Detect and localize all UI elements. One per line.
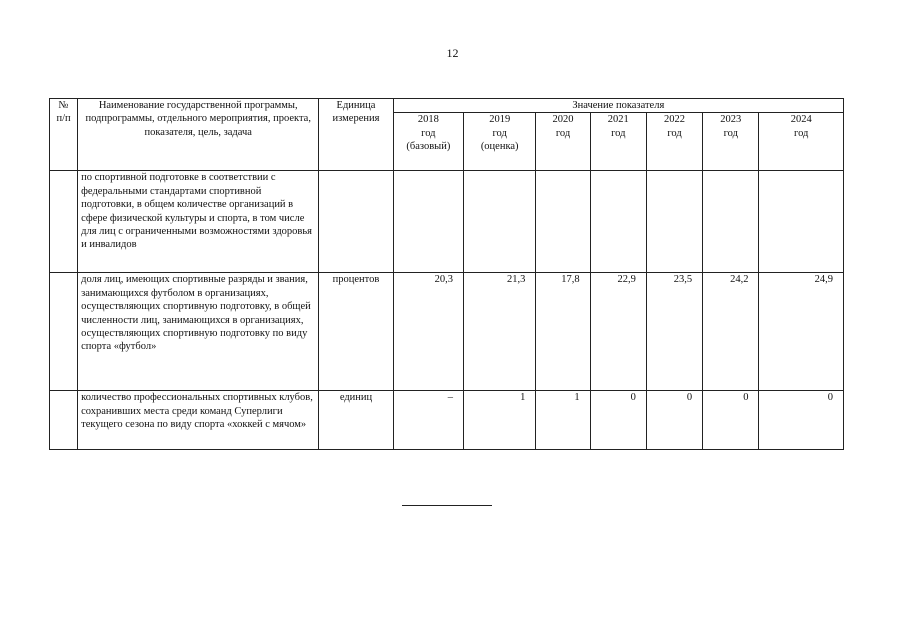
row-unit <box>319 171 393 273</box>
table-row <box>50 273 844 391</box>
header-row-1 <box>50 99 844 113</box>
row-value-2020: 17,8 <box>536 273 590 391</box>
header-year-2018: 2018 год (базовый) <box>393 113 463 171</box>
table-row <box>50 391 844 450</box>
row-name: по спортивной подготовке в соответствии с федеральными стандартами спортивной подготовки, в общем количестве организаций в сфере физической культуры и спорта, в том числе для лиц с ограниченными возможностями здоровья и инвалидов <box>78 171 319 273</box>
header-name: Наименование государственной программы, подпрограммы, отдельного мероприятия, проекта, показателя, цель, задача <box>78 99 319 171</box>
indicator-table <box>49 98 844 450</box>
row-value-2020: 1 <box>536 391 590 450</box>
header-year-2024: 2024 год <box>759 113 844 171</box>
page-number: 12 <box>446 46 459 60</box>
header-year-2019: 2019 год (оценка) <box>464 113 536 171</box>
header-year-2021: 2021 год <box>590 113 646 171</box>
header-year-2023: 2023 год <box>703 113 759 171</box>
header-unit: Единица измерения <box>319 99 393 171</box>
row-value-2024 <box>759 171 844 273</box>
row-value-2021 <box>590 171 646 273</box>
row-num <box>50 391 78 450</box>
row-name: доля лиц, имеющих спортивные разряды и звания, занимающихся футболом в организациях, осуществляющих спортивную подготовку, в общей численности лиц, занимающихся в организациях, осуществляющих спортивную подготовку по виду спорта «футбол» <box>78 273 319 391</box>
row-value-2018: 20,3 <box>393 273 463 391</box>
row-value-2023: 24,2 <box>703 273 759 391</box>
row-value-2021: 22,9 <box>590 273 646 391</box>
row-name: количество профессиональных спортивных клубов, сохранивших места среди команд Суперлиги текущего сезона по виду спорта «хоккей с мячом» <box>78 391 319 450</box>
row-value-2023 <box>703 171 759 273</box>
header-value-group: Значение показателя <box>393 99 843 113</box>
row-value-2021: 0 <box>590 391 646 450</box>
row-unit: единиц <box>319 391 393 450</box>
row-value-2024: 24,9 <box>759 273 844 391</box>
table-row <box>50 171 844 273</box>
header-year-2020: 2020 год <box>536 113 590 171</box>
row-num <box>50 171 78 273</box>
row-value-2018: – <box>393 391 463 450</box>
header-num: № п/п <box>50 99 78 171</box>
row-value-2022: 23,5 <box>646 273 702 391</box>
row-value-2019 <box>464 171 536 273</box>
row-value-2023: 0 <box>703 391 759 450</box>
row-num <box>50 273 78 391</box>
row-value-2022: 0 <box>646 391 702 450</box>
row-value-2022 <box>646 171 702 273</box>
row-unit: процентов <box>319 273 393 391</box>
row-value-2020 <box>536 171 590 273</box>
end-rule <box>402 505 492 506</box>
row-value-2019: 21,3 <box>464 273 536 391</box>
row-value-2024: 0 <box>759 391 844 450</box>
header-year-2022: 2022 год <box>646 113 702 171</box>
row-value-2019: 1 <box>464 391 536 450</box>
row-value-2018 <box>393 171 463 273</box>
